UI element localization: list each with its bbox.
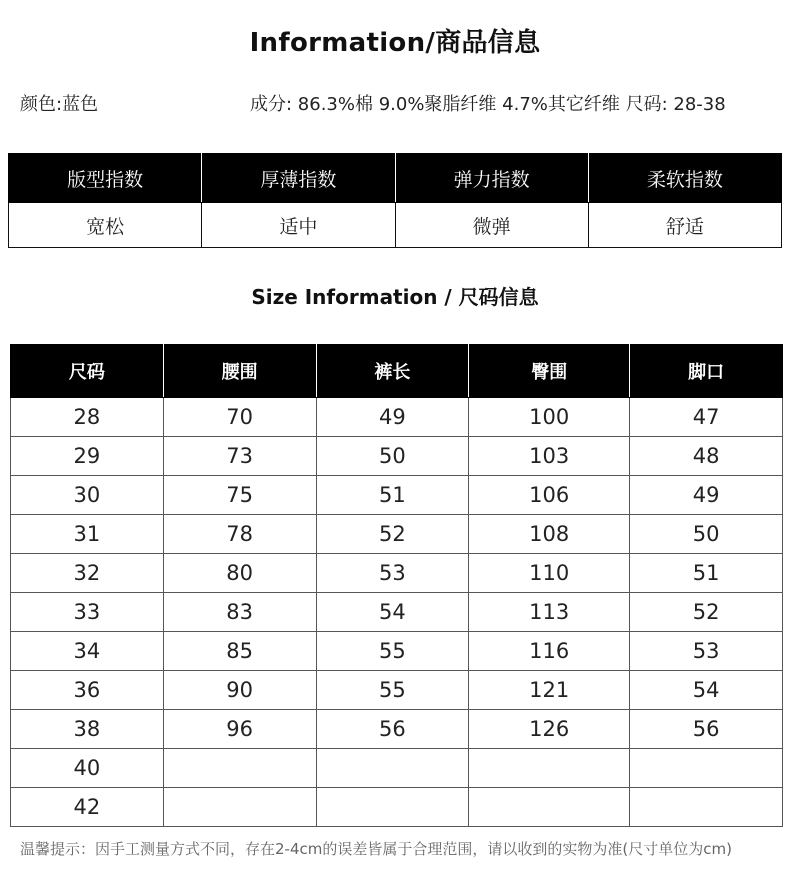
table-cell [316,749,469,788]
table-cell: 73 [163,437,316,476]
attribute-value: 舒适 [588,203,781,248]
table-cell: 50 [316,437,469,476]
table-cell: 53 [630,632,783,671]
table-cell [630,788,783,827]
table-cell: 34 [11,632,164,671]
table-cell: 42 [11,788,164,827]
table-row [11,437,783,476]
table-cell: 40 [11,749,164,788]
table-cell: 75 [163,476,316,515]
table-row [11,554,783,593]
composition-info: 成分: 86.3%棉 9.0%聚脂纤维 4.7%其它纤维 尺码: 28-38 [250,94,726,115]
table-cell [630,749,783,788]
size-header: 脚口 [630,345,783,398]
table-row [11,593,783,632]
table-cell: 54 [316,593,469,632]
size-header: 臀围 [469,345,630,398]
table-row [11,788,783,827]
table-cell: 126 [469,710,630,749]
table-cell: 108 [469,515,630,554]
table-row [11,398,783,437]
attribute-header: 厚薄指数 [202,154,395,203]
table-cell: 110 [469,554,630,593]
table-row [11,515,783,554]
table-cell: 30 [11,476,164,515]
size-header: 腰围 [163,345,316,398]
table-cell: 55 [316,632,469,671]
table-cell: 38 [11,710,164,749]
table-cell: 52 [316,515,469,554]
table-cell: 29 [11,437,164,476]
attribute-header: 柔软指数 [588,154,781,203]
color-info: 颜色:蓝色 [20,94,99,115]
table-row [11,710,783,749]
table-row [11,632,783,671]
table-cell: 116 [469,632,630,671]
table-cell: 28 [11,398,164,437]
table-cell [469,749,630,788]
attribute-value: 微弹 [395,203,588,248]
table-cell: 85 [163,632,316,671]
table-row [11,476,783,515]
table-cell: 56 [630,710,783,749]
size-table-body [11,398,783,827]
table-cell: 100 [469,398,630,437]
table-row [11,671,783,710]
table-cell: 49 [630,476,783,515]
table-cell: 106 [469,476,630,515]
table-cell: 49 [316,398,469,437]
table-cell: 113 [469,593,630,632]
table-cell: 48 [630,437,783,476]
attribute-header: 弹力指数 [395,154,588,203]
table-cell: 54 [630,671,783,710]
table-row [11,749,783,788]
footnote: 温馨提示：因手工测量方式不同，存在2-4cm的误差皆属于合理范围，请以收到的实物为准(尺寸单位为cm) [20,840,732,858]
table-cell: 52 [630,593,783,632]
table-cell: 121 [469,671,630,710]
table-cell: 32 [11,554,164,593]
attribute-table [8,153,782,248]
table-cell: 51 [630,554,783,593]
table-cell [163,788,316,827]
table-cell [163,749,316,788]
table-cell: 80 [163,554,316,593]
table-cell: 78 [163,515,316,554]
size-header-row [11,345,783,398]
table-cell: 31 [11,515,164,554]
table-cell: 96 [163,710,316,749]
attribute-value: 适中 [202,203,395,248]
table-cell: 55 [316,671,469,710]
table-cell: 70 [163,398,316,437]
table-cell: 90 [163,671,316,710]
table-cell [316,788,469,827]
attribute-value-row [9,203,782,248]
table-cell [469,788,630,827]
attribute-header-row [9,154,782,203]
table-cell: 53 [316,554,469,593]
table-cell: 50 [630,515,783,554]
table-cell: 33 [11,593,164,632]
page-title: Information/商品信息 [249,28,541,58]
size-header: 裤长 [316,345,469,398]
table-cell: 103 [469,437,630,476]
table-cell: 56 [316,710,469,749]
attribute-value: 宽松 [9,203,202,248]
table-cell: 51 [316,476,469,515]
size-header: 尺码 [11,345,164,398]
table-cell: 36 [11,671,164,710]
size-table [10,344,783,827]
table-cell: 83 [163,593,316,632]
size-section-title: Size Information / 尺码信息 [251,285,539,309]
table-cell: 47 [630,398,783,437]
attribute-header: 版型指数 [9,154,202,203]
